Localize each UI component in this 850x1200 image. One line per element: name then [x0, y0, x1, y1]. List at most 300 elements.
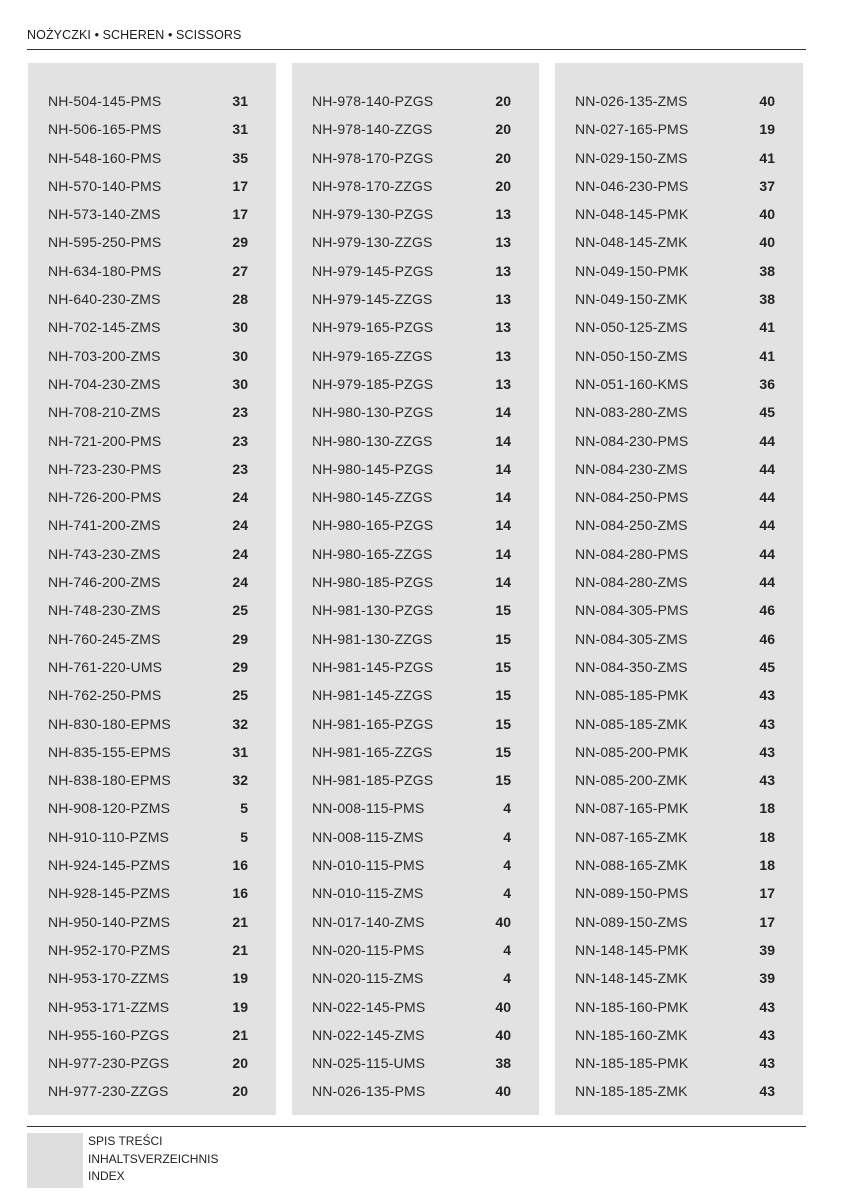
product-code: NH-708-210-ZMS — [48, 404, 161, 421]
product-code: NH-980-130-PZGS — [312, 404, 434, 421]
product-code: NH-979-145-PZGS — [312, 262, 434, 279]
index-list — [292, 87, 539, 1106]
page-number: 15 — [495, 658, 511, 675]
index-row — [28, 993, 276, 1021]
product-code: NH-761-220-UMS — [48, 658, 163, 675]
index-row — [292, 1021, 539, 1049]
product-code: NN-185-160-PMK — [575, 998, 689, 1015]
index-row — [28, 342, 276, 370]
index-row — [555, 455, 803, 483]
product-code: NH-981-185-PZGS — [312, 772, 434, 789]
page-number: 13 — [495, 206, 511, 223]
product-code: NN-088-165-ZMK — [575, 857, 688, 874]
index-row — [555, 993, 803, 1021]
index-row — [28, 144, 276, 172]
index-row — [28, 285, 276, 313]
index-row — [28, 851, 276, 879]
index-row — [28, 823, 276, 851]
page-number: 18 — [759, 828, 775, 845]
index-row — [555, 1021, 803, 1049]
page-number: 38 — [759, 262, 775, 279]
index-row — [292, 879, 539, 907]
page-number: 14 — [495, 432, 511, 449]
page-number: 13 — [495, 262, 511, 279]
index-row — [292, 115, 539, 143]
index-row — [555, 540, 803, 568]
index-row — [292, 596, 539, 624]
product-code: NH-981-145-ZZGS — [312, 687, 433, 704]
page-number: 44 — [759, 517, 775, 534]
product-code: NH-835-155-EPMS — [48, 743, 171, 760]
product-code: NH-979-165-PZGS — [312, 319, 434, 336]
product-code: NH-978-140-PZGS — [312, 93, 434, 109]
page-number: 28 — [232, 291, 248, 308]
index-row — [28, 766, 276, 794]
product-code: NN-017-140-ZMS — [312, 913, 425, 930]
top-divider — [27, 49, 806, 50]
index-row — [555, 257, 803, 285]
page-number: 43 — [759, 998, 775, 1015]
index-row — [555, 427, 803, 455]
index-row — [28, 936, 276, 964]
index-row — [555, 681, 803, 709]
index-list — [28, 87, 276, 1106]
index-row — [555, 370, 803, 398]
page-number: 15 — [495, 630, 511, 647]
product-code: NN-046-230-PMS — [575, 177, 689, 194]
index-row — [28, 87, 276, 115]
page-number: 25 — [232, 602, 248, 619]
product-code: NN-008-115-PMS — [312, 800, 425, 817]
page-number: 15 — [495, 602, 511, 619]
index-row — [555, 738, 803, 766]
product-code: NH-980-165-PZGS — [312, 517, 434, 534]
page-number: 24 — [232, 489, 248, 506]
page-number: 38 — [759, 291, 775, 308]
page-number: 30 — [232, 375, 248, 392]
page-number: 5 — [240, 828, 248, 845]
index-row — [555, 710, 803, 738]
product-code: NN-185-185-PMK — [575, 1055, 689, 1072]
index-row — [555, 879, 803, 907]
product-code: NH-981-145-PZGS — [312, 658, 434, 675]
page-number: 24 — [232, 574, 248, 591]
product-code: NH-634-180-PMS — [48, 262, 162, 279]
product-code: NN-084-280-PMS — [575, 545, 689, 562]
product-code: NH-910-110-PZMS — [48, 828, 170, 845]
index-row — [555, 483, 803, 511]
index-row — [555, 87, 803, 115]
page-number: 18 — [759, 800, 775, 817]
index-row — [28, 1049, 276, 1077]
product-code: NH-950-140-PZMS — [48, 913, 171, 930]
index-row — [292, 511, 539, 539]
index-row — [555, 908, 803, 936]
index-row — [292, 398, 539, 426]
footer-line-english: INDEX — [88, 1169, 125, 1183]
index-row — [555, 596, 803, 624]
product-code: NN-085-185-PMK — [575, 687, 689, 704]
page-number: 43 — [759, 687, 775, 704]
page-number: 15 — [495, 743, 511, 760]
page-number: 17 — [232, 206, 248, 223]
index-row — [28, 596, 276, 624]
product-code: NN-022-145-ZMS — [312, 1026, 425, 1043]
product-code: NH-952-170-PZMS — [48, 941, 171, 958]
page-number: 16 — [232, 857, 248, 874]
index-row — [28, 794, 276, 822]
product-code: NH-953-171-ZZMS — [48, 998, 170, 1015]
product-code: NH-978-170-PZGS — [312, 149, 434, 166]
product-code: NN-085-200-ZMK — [575, 772, 688, 789]
page-number: 17 — [759, 885, 775, 902]
page-number: 40 — [495, 913, 511, 930]
index-row — [555, 228, 803, 256]
product-code: NH-748-230-ZMS — [48, 602, 161, 619]
page-number: 14 — [495, 517, 511, 534]
page-number: 20 — [495, 93, 511, 109]
product-code: NH-504-145-PMS — [48, 93, 162, 109]
page-number: 37 — [759, 177, 775, 194]
index-row — [28, 710, 276, 738]
page-number: 13 — [495, 375, 511, 392]
page-number: 41 — [759, 319, 775, 336]
product-code: NN-026-135-PMS — [312, 1083, 426, 1100]
index-row — [292, 823, 539, 851]
page-number: 40 — [495, 998, 511, 1015]
page-number: 13 — [495, 347, 511, 364]
page-number: 19 — [759, 121, 775, 138]
page-number: 38 — [495, 1055, 511, 1072]
page-number: 30 — [232, 347, 248, 364]
product-code: NN-049-150-ZMK — [575, 291, 688, 308]
product-code: NN-020-115-ZMS — [312, 970, 424, 987]
product-code: NN-048-145-PMK — [575, 206, 689, 223]
page-number: 43 — [759, 1026, 775, 1043]
product-code: NH-548-160-PMS — [48, 149, 162, 166]
product-code: NN-084-280-ZMS — [575, 574, 688, 591]
index-row — [292, 851, 539, 879]
bottom-divider — [27, 1126, 806, 1127]
page-number: 44 — [759, 545, 775, 562]
product-code: NH-981-165-ZZGS — [312, 743, 433, 760]
index-row — [28, 1021, 276, 1049]
product-code: NN-084-230-PMS — [575, 432, 689, 449]
product-code: NN-185-185-ZMK — [575, 1083, 688, 1100]
page-number: 30 — [232, 319, 248, 336]
index-row — [28, 228, 276, 256]
product-code: NN-027-165-PMS — [575, 121, 689, 138]
index-row — [292, 993, 539, 1021]
index-row — [555, 851, 803, 879]
page-number: 13 — [495, 291, 511, 308]
index-row — [292, 370, 539, 398]
index-row — [555, 342, 803, 370]
page-number: 45 — [759, 658, 775, 675]
product-code: NH-979-185-PZGS — [312, 375, 434, 392]
page-number: 40 — [759, 93, 775, 109]
page-number: 31 — [232, 121, 248, 138]
product-code: NN-087-165-ZMK — [575, 828, 688, 845]
index-row — [28, 964, 276, 992]
product-code: NN-089-150-PMS — [575, 885, 689, 902]
page-number: 43 — [759, 772, 775, 789]
product-code: NN-185-160-ZMK — [575, 1026, 688, 1043]
page-number: 4 — [503, 857, 511, 874]
page-number: 44 — [759, 574, 775, 591]
page-number: 19 — [232, 970, 248, 987]
product-code: NH-573-140-ZMS — [48, 206, 161, 223]
product-code: NN-148-145-PMK — [575, 941, 689, 958]
page-number: 14 — [495, 489, 511, 506]
page-number: 14 — [495, 574, 511, 591]
index-row — [292, 908, 539, 936]
index-row — [28, 483, 276, 511]
page-number: 16 — [232, 885, 248, 902]
product-code: NH-703-200-ZMS — [48, 347, 161, 364]
product-code: NH-838-180-EPMS — [48, 772, 171, 789]
page-number: 45 — [759, 404, 775, 421]
index-row — [292, 794, 539, 822]
product-code: NH-908-120-PZMS — [48, 800, 171, 817]
product-code: NH-978-140-ZZGS — [312, 121, 433, 138]
product-code: NH-723-230-PMS — [48, 460, 162, 477]
product-code: NH-704-230-ZMS — [48, 375, 161, 392]
product-code: NN-085-200-PMK — [575, 743, 689, 760]
footer-line-german: INHALTSVERZEICHNIS — [88, 1151, 219, 1166]
product-code: NN-010-115-PMS — [312, 857, 425, 874]
index-row — [555, 1077, 803, 1105]
product-code: NN-085-185-ZMK — [575, 715, 688, 732]
index-row — [555, 115, 803, 143]
page-number: 29 — [232, 234, 248, 251]
footer-index-label — [88, 1133, 218, 1186]
product-code: NH-640-230-ZMS — [48, 291, 161, 308]
index-row — [28, 511, 276, 539]
page-header: NOŻYCZKI • SCHEREN • SCISSORS — [27, 28, 242, 42]
product-code: NH-977-230-ZZGS — [48, 1083, 169, 1100]
product-code: NN-148-145-ZMK — [575, 970, 688, 987]
index-row — [28, 257, 276, 285]
index-row — [292, 313, 539, 341]
index-row — [555, 398, 803, 426]
index-row — [555, 936, 803, 964]
page-number: 4 — [503, 800, 511, 817]
page-number: 4 — [503, 828, 511, 845]
index-row — [292, 936, 539, 964]
page-number: 15 — [495, 715, 511, 732]
page-number: 46 — [759, 630, 775, 647]
index-list — [555, 87, 803, 1106]
product-code: NN-084-250-ZMS — [575, 517, 688, 534]
index-row — [555, 285, 803, 313]
index-row — [292, 427, 539, 455]
page-number: 14 — [495, 460, 511, 477]
product-code: NN-048-145-ZMK — [575, 234, 688, 251]
product-code: NH-979-145-ZZGS — [312, 291, 433, 308]
page-number: 20 — [495, 177, 511, 194]
index-row — [555, 200, 803, 228]
index-row — [28, 738, 276, 766]
page-number: 35 — [232, 149, 248, 166]
index-row — [555, 511, 803, 539]
page-number: 18 — [759, 857, 775, 874]
index-row — [28, 455, 276, 483]
page-number: 21 — [232, 913, 248, 930]
index-row — [292, 87, 539, 115]
product-code: NH-955-160-PZGS — [48, 1026, 170, 1043]
index-row — [292, 172, 539, 200]
index-row — [28, 398, 276, 426]
product-code: NN-026-135-ZMS — [575, 93, 688, 109]
page-number: 27 — [232, 262, 248, 279]
index-row — [555, 144, 803, 172]
index-row — [292, 964, 539, 992]
index-row — [292, 681, 539, 709]
page-number: 24 — [232, 517, 248, 534]
index-column-1 — [28, 63, 276, 1115]
page-number: 44 — [759, 489, 775, 506]
index-row — [555, 766, 803, 794]
index-row — [28, 653, 276, 681]
index-row — [555, 313, 803, 341]
index-row — [28, 908, 276, 936]
product-code: NH-981-130-ZZGS — [312, 630, 433, 647]
product-code: NN-022-145-PMS — [312, 998, 426, 1015]
page-number: 19 — [232, 998, 248, 1015]
page-number: 5 — [240, 800, 248, 817]
index-column-2 — [292, 63, 539, 1115]
page-number: 21 — [232, 1026, 248, 1043]
page-number: 14 — [495, 404, 511, 421]
index-row — [292, 653, 539, 681]
page-number: 46 — [759, 602, 775, 619]
product-code: NH-924-145-PZMS — [48, 857, 171, 874]
page-number: 31 — [232, 743, 248, 760]
product-code: NN-050-125-ZMS — [575, 319, 688, 336]
index-row — [28, 625, 276, 653]
index-row — [28, 200, 276, 228]
page-number: 32 — [232, 715, 248, 732]
product-code: NN-008-115-ZMS — [312, 828, 424, 845]
index-row — [292, 144, 539, 172]
page-number: 44 — [759, 460, 775, 477]
page-number: 44 — [759, 432, 775, 449]
index-row — [555, 653, 803, 681]
page-number: 31 — [232, 93, 248, 109]
page-number: 23 — [232, 460, 248, 477]
index-row — [555, 1049, 803, 1077]
page-number: 41 — [759, 149, 775, 166]
product-code: NH-830-180-EPMS — [48, 715, 171, 732]
index-row — [292, 257, 539, 285]
index-row — [555, 172, 803, 200]
footer-color-block — [27, 1133, 83, 1188]
index-row — [28, 115, 276, 143]
page-number: 40 — [759, 234, 775, 251]
product-code: NN-084-230-ZMS — [575, 460, 688, 477]
product-code: NN-049-150-PMK — [575, 262, 689, 279]
product-code: NH-506-165-PMS — [48, 121, 162, 138]
page-number: 4 — [503, 941, 511, 958]
index-row — [292, 228, 539, 256]
product-code: NN-084-305-PMS — [575, 602, 689, 619]
index-row — [292, 1077, 539, 1105]
index-row — [292, 285, 539, 313]
index-row — [28, 879, 276, 907]
page-number: 17 — [759, 913, 775, 930]
page-number: 21 — [232, 941, 248, 958]
product-code: NN-083-280-ZMS — [575, 404, 688, 421]
product-code: NH-981-130-PZGS — [312, 602, 434, 619]
product-code: NH-979-130-PZGS — [312, 206, 434, 223]
index-row — [292, 540, 539, 568]
index-column-3 — [555, 63, 803, 1115]
product-code: NH-980-130-ZZGS — [312, 432, 433, 449]
page-number: 14 — [495, 545, 511, 562]
product-code: NH-721-200-PMS — [48, 432, 162, 449]
index-row — [292, 625, 539, 653]
page-number: 29 — [232, 658, 248, 675]
product-code: NN-084-250-PMS — [575, 489, 689, 506]
page-number: 13 — [495, 319, 511, 336]
index-row — [28, 313, 276, 341]
index-row — [292, 342, 539, 370]
product-code: NH-746-200-ZMS — [48, 574, 161, 591]
page-number: 4 — [503, 885, 511, 902]
footer-line-polish: SPIS TREŚCI — [88, 1134, 163, 1148]
index-row — [28, 568, 276, 596]
product-code: NH-570-140-PMS — [48, 177, 162, 194]
product-code: NH-953-170-ZZMS — [48, 970, 170, 987]
page-number: 39 — [759, 941, 775, 958]
page-number: 20 — [495, 121, 511, 138]
page-number: 24 — [232, 545, 248, 562]
page-number: 36 — [759, 375, 775, 392]
page-number: 32 — [232, 772, 248, 789]
page-number: 43 — [759, 1055, 775, 1072]
page-number: 43 — [759, 715, 775, 732]
page-number: 29 — [232, 630, 248, 647]
page-number: 23 — [232, 432, 248, 449]
product-code: NN-089-150-ZMS — [575, 913, 688, 930]
page-number: 20 — [495, 149, 511, 166]
product-code: NH-928-145-PZMS — [48, 885, 171, 902]
product-code: NH-980-185-PZGS — [312, 574, 434, 591]
index-row — [28, 370, 276, 398]
page-number: 43 — [759, 1083, 775, 1100]
product-code: NH-979-165-ZZGS — [312, 347, 433, 364]
product-code: NH-762-250-PMS — [48, 687, 162, 704]
page-number: 17 — [232, 177, 248, 194]
page-number: 23 — [232, 404, 248, 421]
index-row — [555, 625, 803, 653]
product-code: NH-595-250-PMS — [48, 234, 162, 251]
product-code: NH-977-230-PZGS — [48, 1055, 170, 1072]
index-row — [28, 427, 276, 455]
index-row — [555, 823, 803, 851]
page-number: 4 — [503, 970, 511, 987]
page-number: 15 — [495, 772, 511, 789]
index-row — [555, 964, 803, 992]
index-row — [292, 738, 539, 766]
index-row — [292, 483, 539, 511]
page-number: 20 — [232, 1083, 248, 1100]
product-code: NH-979-130-ZZGS — [312, 234, 433, 251]
index-row — [555, 568, 803, 596]
page-number: 13 — [495, 234, 511, 251]
page-number: 41 — [759, 347, 775, 364]
